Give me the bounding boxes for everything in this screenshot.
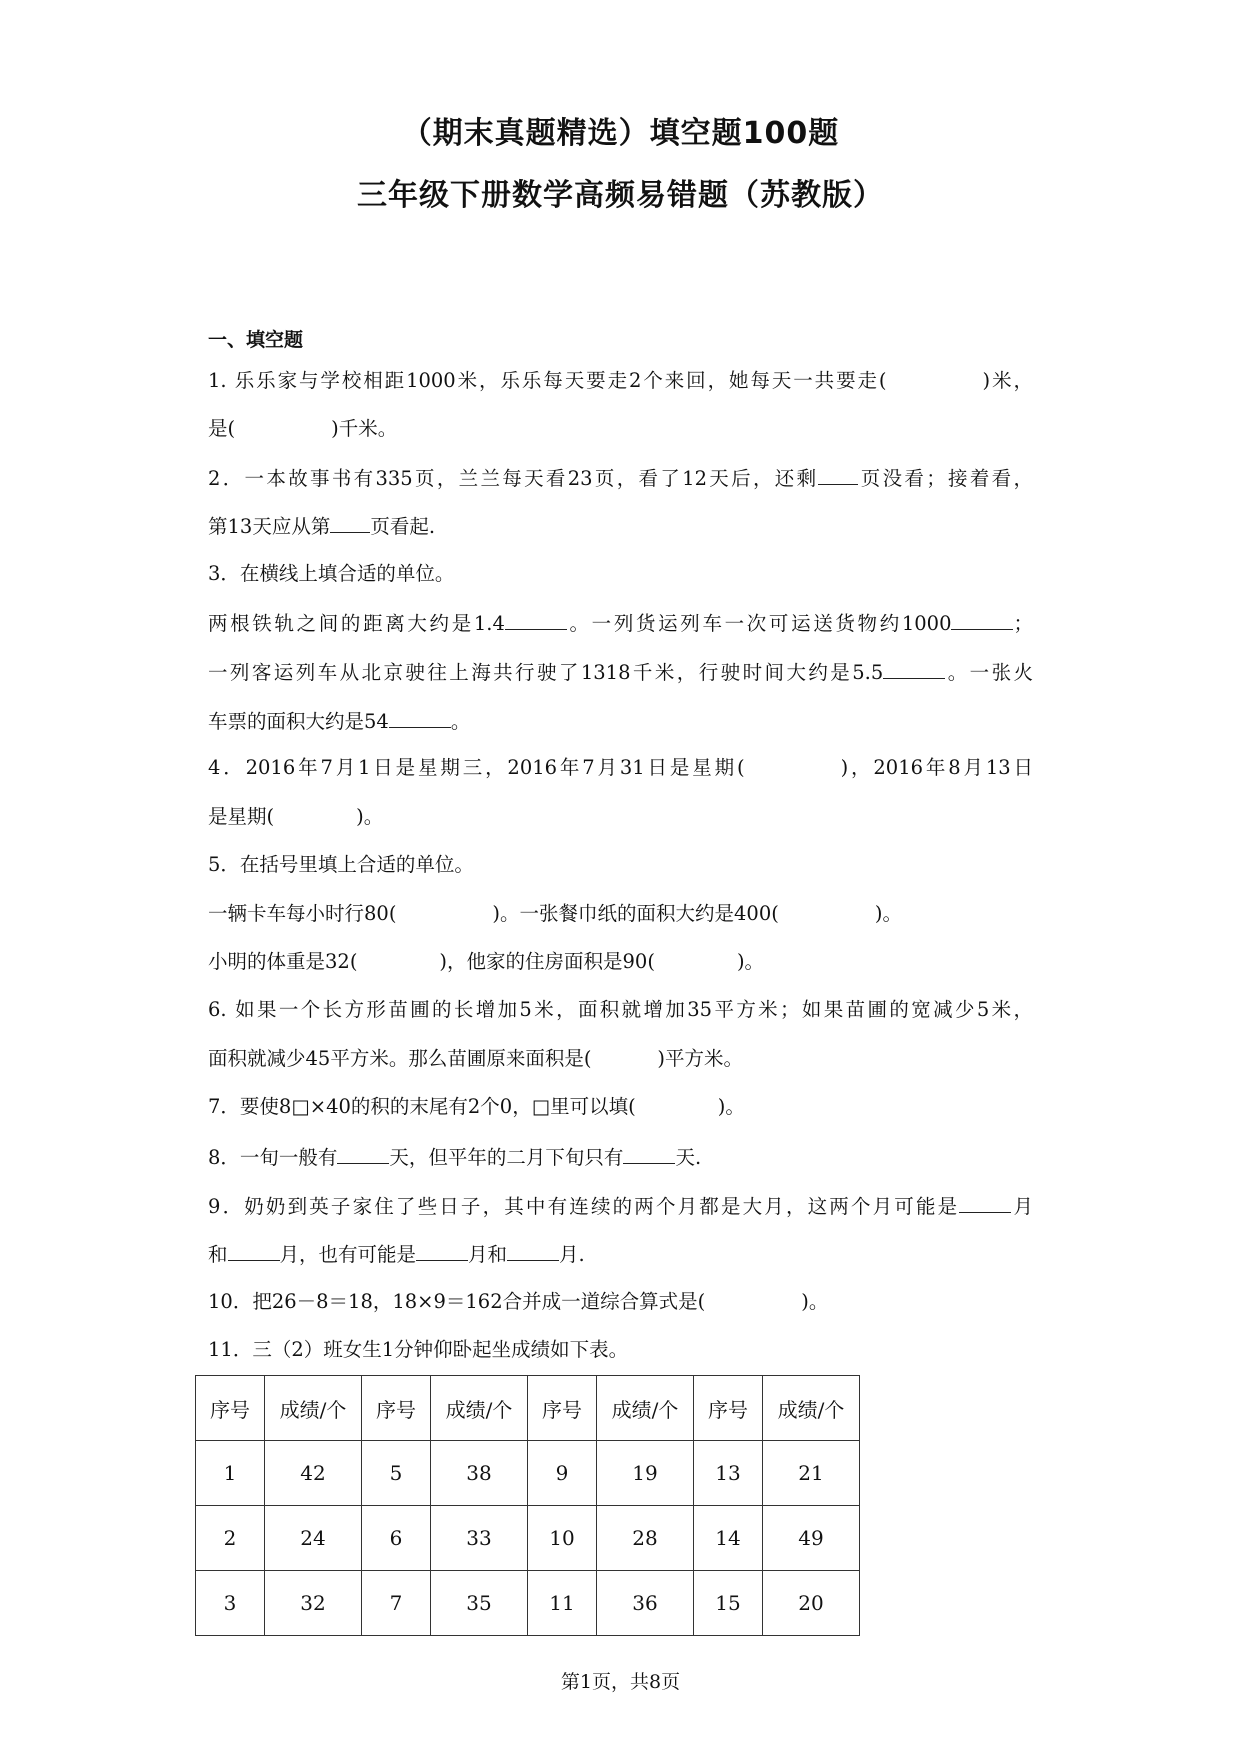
header-cell: 成绩/个 [265,1376,362,1441]
table-cell: 28 [597,1506,694,1571]
table-cell: 9 [528,1441,597,1506]
table-cell: 10 [528,1506,597,1571]
question-3-line-4: 车票的面积大约是54 。 [208,707,1033,735]
section-heading: 一、填空题 [208,329,304,351]
table-cell: 21 [763,1441,860,1506]
table-row [196,1441,860,1506]
table-header-row [196,1376,860,1441]
question-7: 7．要使8□×40的积的末尾有2个0，□里可以填( )。 [208,1095,745,1118]
question-11: 11．三（2）班女生1分钟仰卧起坐成绩如下表。 [208,1338,629,1361]
question-6-line-2: 面积就减少45平方米。那么苗圃原来面积是( )平方米。 [208,1047,744,1070]
table-cell: 19 [597,1441,694,1506]
answer-blank[interactable] [416,1240,468,1261]
answer-blank[interactable] [623,1143,675,1164]
page-footer: 第1页，共8页 [560,1671,681,1693]
answer-blank[interactable] [505,609,567,630]
situp-score-table [195,1375,860,1636]
question-8: 8．一旬一般有 天，但平年的二月下旬只有 天. [208,1143,1033,1171]
question-9-line-2: 和 月，也有可能是 月和 月. [208,1240,1033,1268]
table-row [196,1506,860,1571]
table-cell: 20 [763,1571,860,1636]
table-cell: 42 [265,1441,362,1506]
question-10: 10．把26－8＝18，18×9＝162合并成一道综合算式是( )。 [208,1290,829,1313]
answer-blank[interactable] [818,464,858,485]
question-2-line-1: 2．一本故事书有335页，兰兰每天看23页，看了12天后，还剩 页没看；接着看， [208,464,1033,492]
question-3-line-3: 一列客运列车从北京驶往上海共行驶了1318千米，行驶时间大约是5.5 。一张火 [208,658,1033,686]
question-1-line-1: 1. 乐乐家与学校相距1000米，乐乐每天要走2个来回，她每天一共要走( )米， [208,369,1033,392]
answer-blank[interactable] [228,1240,280,1261]
table-cell: 35 [431,1571,528,1636]
question-5-line-3: 小明的体重是32( )，他家的住房面积是90( )。 [208,950,765,973]
table-cell: 49 [763,1506,860,1571]
question-2-line-2: 第13天应从第 页看起. [208,512,1033,540]
answer-blank[interactable] [883,658,945,679]
question-4-line-1: 4．2016年7月1日是星期三，2016年7月31日是星期( )，2016年8月13日 [208,756,1033,779]
answer-blank[interactable] [507,1240,559,1261]
question-1-line-2: 是( )千米。 [208,417,398,440]
title-line-1: （期末真题精选）填空题100题 [401,116,840,151]
table-cell: 2 [196,1506,265,1571]
header-cell: 成绩/个 [431,1376,528,1441]
question-3-line-1: 3．在横线上填合适的单位。 [208,562,455,585]
question-4-line-2: 是星期( )。 [208,805,384,828]
table-cell: 7 [362,1571,431,1636]
table-cell: 15 [694,1571,763,1636]
question-3-line-2: 两根铁轨之间的距离大约是1.4 。一列货运列车一次可运送货物约1000 ； [208,609,1033,637]
table-cell: 3 [196,1571,265,1636]
answer-blank[interactable] [337,1143,389,1164]
header-cell: 序号 [528,1376,597,1441]
table-cell: 32 [265,1571,362,1636]
table-cell: 5 [362,1441,431,1506]
title-line-2: 三年级下册数学高频易错题（苏教版） [357,178,884,213]
header-cell: 序号 [362,1376,431,1441]
answer-blank[interactable] [330,512,370,533]
table-cell: 14 [694,1506,763,1571]
header-cell: 成绩/个 [597,1376,694,1441]
table-cell: 36 [597,1571,694,1636]
answer-blank[interactable] [389,707,451,728]
table-row [196,1571,860,1636]
header-cell: 序号 [196,1376,265,1441]
header-cell: 成绩/个 [763,1376,860,1441]
table-cell: 38 [431,1441,528,1506]
table-cell: 24 [265,1506,362,1571]
header-cell: 序号 [694,1376,763,1441]
question-9-line-1: 9．奶奶到英子家住了些日子，其中有连续的两个月都是大月，这两个月可能是 月 [208,1192,1033,1220]
answer-blank[interactable] [959,1192,1011,1213]
answer-blank[interactable] [951,609,1013,630]
table-cell: 11 [528,1571,597,1636]
question-6-line-1: 6. 如果一个长方形苗圃的长增加5米，面积就增加35平方米；如果苗圃的宽减少5米， [208,998,1033,1021]
table-cell: 6 [362,1506,431,1571]
question-5-line-2: 一辆卡车每小时行80( )。一张餐巾纸的面积大约是400( )。 [208,902,902,925]
table-cell: 1 [196,1441,265,1506]
table-cell: 13 [694,1441,763,1506]
question-5-line-1: 5．在括号里填上合适的单位。 [208,853,474,876]
table-cell: 33 [431,1506,528,1571]
